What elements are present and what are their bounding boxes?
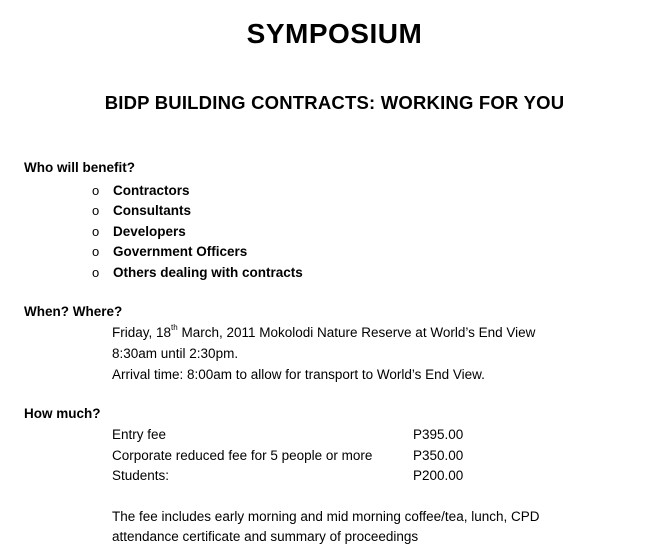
fee-label: Corporate reduced fee for 5 people or more	[112, 448, 373, 463]
document-subtitle: BIDP BUILDING CONTRACTS: WORKING FOR YOU	[104, 92, 565, 113]
bullet-marker: o	[92, 223, 100, 239]
bullet-marker: o	[92, 182, 100, 198]
fee-amount: P350.00	[413, 448, 464, 463]
fee-label: Entry fee	[112, 427, 167, 442]
benefit-item-label: Developers	[113, 223, 186, 239]
benefit-item-label: Others dealing with contracts	[113, 264, 303, 280]
date-prefix: Friday, 18	[112, 325, 172, 340]
fee-row	[112, 427, 512, 442]
benefit-heading: Who will benefit?	[24, 160, 135, 175]
event-time-line: 8:30am until 2:30pm.	[112, 346, 239, 361]
fee-amount: P200.00	[413, 468, 464, 483]
benefit-item-label: Government Officers	[113, 244, 248, 260]
list-item	[92, 180, 303, 201]
list-item	[92, 242, 303, 263]
list-item	[92, 262, 303, 283]
date-location: March, 2011 Mokolodi Nature Reserve at World’s End View	[177, 325, 536, 340]
fee-row	[112, 448, 512, 463]
bullet-marker: o	[92, 244, 100, 260]
fee-amount: P395.00	[413, 427, 464, 442]
fee-note-line-1: The fee includes early morning and mid morning coffee/tea, lunch, CPD	[112, 509, 540, 524]
list-item	[92, 221, 303, 242]
arrival-line: Arrival time: 8:00am to allow for transport to World’s End View.	[112, 367, 485, 382]
benefit-list	[92, 180, 303, 283]
fee-label: Students:	[112, 468, 170, 483]
fee-row	[112, 468, 512, 483]
benefit-item-label: Contractors	[113, 182, 190, 198]
list-item	[92, 201, 303, 222]
benefit-item-label: Consultants	[113, 203, 192, 219]
date-ordinal: th	[171, 323, 178, 332]
document-title: SYMPOSIUM	[246, 18, 423, 49]
cost-heading: How much?	[24, 406, 101, 421]
bullet-marker: o	[92, 203, 100, 219]
fee-note-line-2: attendance certificate and summary of proceedings	[112, 529, 419, 544]
event-date-line	[112, 325, 535, 340]
when-heading: When? Where?	[24, 304, 123, 319]
bullet-marker: o	[92, 264, 100, 280]
